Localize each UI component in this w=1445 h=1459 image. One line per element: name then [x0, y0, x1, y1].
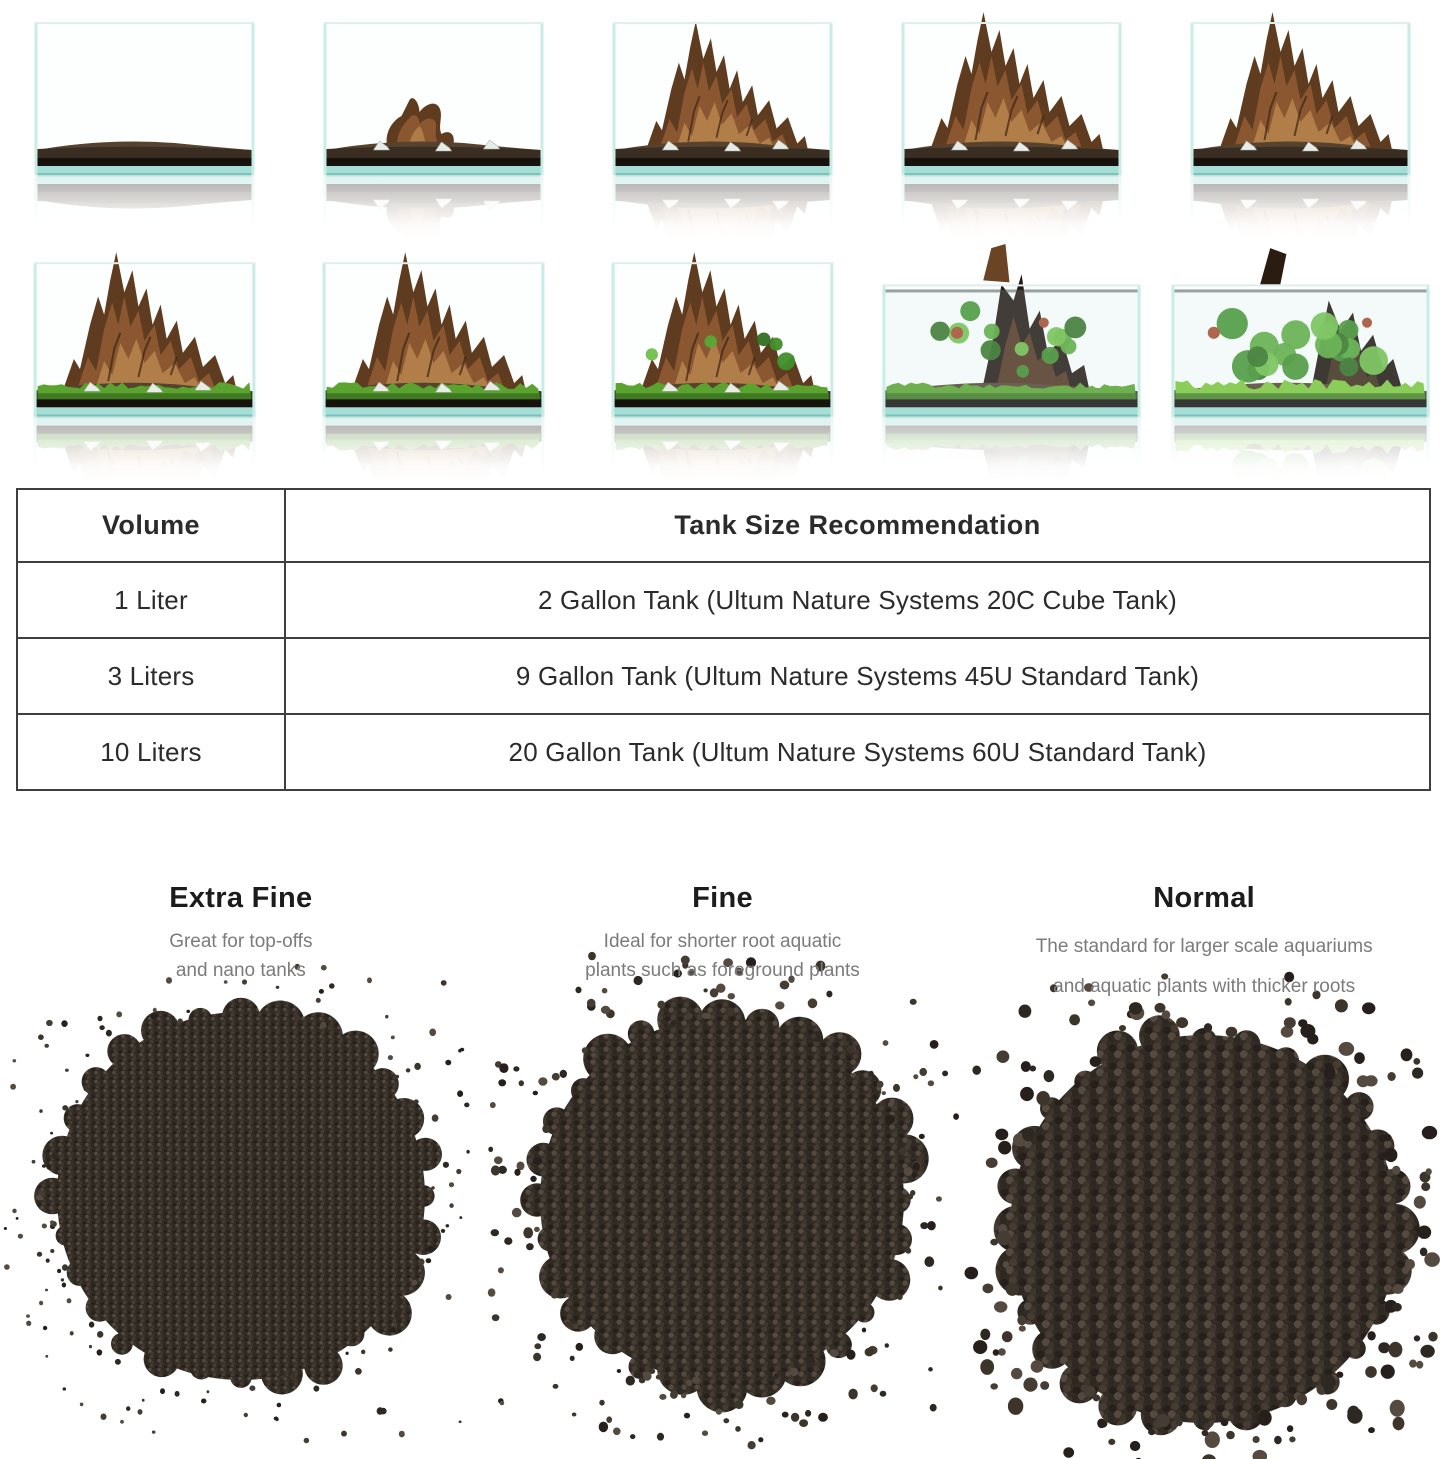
tank-image [578, 0, 867, 240]
tank-photo [578, 240, 867, 482]
grade-description-line: and nano tanks [175, 960, 306, 982]
grade-description-line: Great for top-offs [169, 931, 313, 952]
tank-image [867, 240, 1156, 482]
grade-extra-fine [0, 860, 482, 1459]
extra-fine-granule-pile-image [1, 950, 481, 1450]
tank-photo [289, 240, 578, 482]
tank-size-table-section [16, 488, 1431, 791]
grade-description-line: and aquatic plants with thicker roots [1053, 975, 1356, 997]
tank-photo [0, 240, 289, 482]
volume-cell: 3 Liters [17, 638, 285, 714]
tank-image [1156, 0, 1445, 240]
normal-granule-pile-image [964, 971, 1444, 1459]
grade-fine [482, 860, 964, 1459]
fine-granule-pile-image [482, 950, 962, 1450]
tank-image [867, 0, 1156, 240]
volume-header: Volume [17, 489, 285, 562]
grade-description [0, 927, 482, 986]
tank-image [1156, 240, 1445, 482]
tank-photo [289, 0, 578, 240]
table-header-row [17, 489, 1430, 562]
aquascape-progression-collage [0, 0, 1445, 482]
table-row [17, 714, 1430, 790]
tank-image [0, 0, 289, 240]
recommendation-cell: 9 Gallon Tank (Ultum Nature Systems 45U Standard Tank) [285, 638, 1430, 714]
tank-photo [578, 0, 867, 240]
tank-size-header: Tank Size Recommendation [285, 489, 1430, 562]
grade-description-line: The standard for larger scale aquariums [1035, 936, 1373, 957]
tank-image [0, 240, 289, 482]
tank-image [289, 240, 578, 482]
tank-photo [1156, 240, 1445, 482]
tank-image [289, 0, 578, 240]
grade-title: Extra Fine [169, 882, 313, 914]
tank-photo [1156, 0, 1445, 240]
table-row [17, 562, 1430, 638]
tank-photo [867, 240, 1156, 482]
recommendation-cell: 20 Gallon Tank (Ultum Nature Systems 60U Standard Tank) [285, 714, 1430, 790]
volume-cell: 1 Liter [17, 562, 285, 638]
volume-cell: 10 Liters [17, 714, 285, 790]
grade-normal [963, 860, 1445, 1459]
grade-title: Normal [1153, 882, 1256, 914]
table-row [17, 638, 1430, 714]
granule-size-guide [0, 860, 1445, 1459]
tank-size-table [16, 488, 1431, 791]
grade-title: Fine [692, 882, 753, 914]
tank-image [578, 240, 867, 482]
grade-description-line: Ideal for shorter root aquatic [603, 931, 842, 952]
tank-photo [867, 0, 1156, 240]
tank-photo [0, 0, 289, 240]
grade-description [482, 927, 964, 986]
grade-description-line: plants such as foreground plants [585, 960, 860, 982]
recommendation-cell: 2 Gallon Tank (Ultum Nature Systems 20C Cube Tank) [285, 562, 1430, 638]
grade-description [963, 927, 1445, 1007]
